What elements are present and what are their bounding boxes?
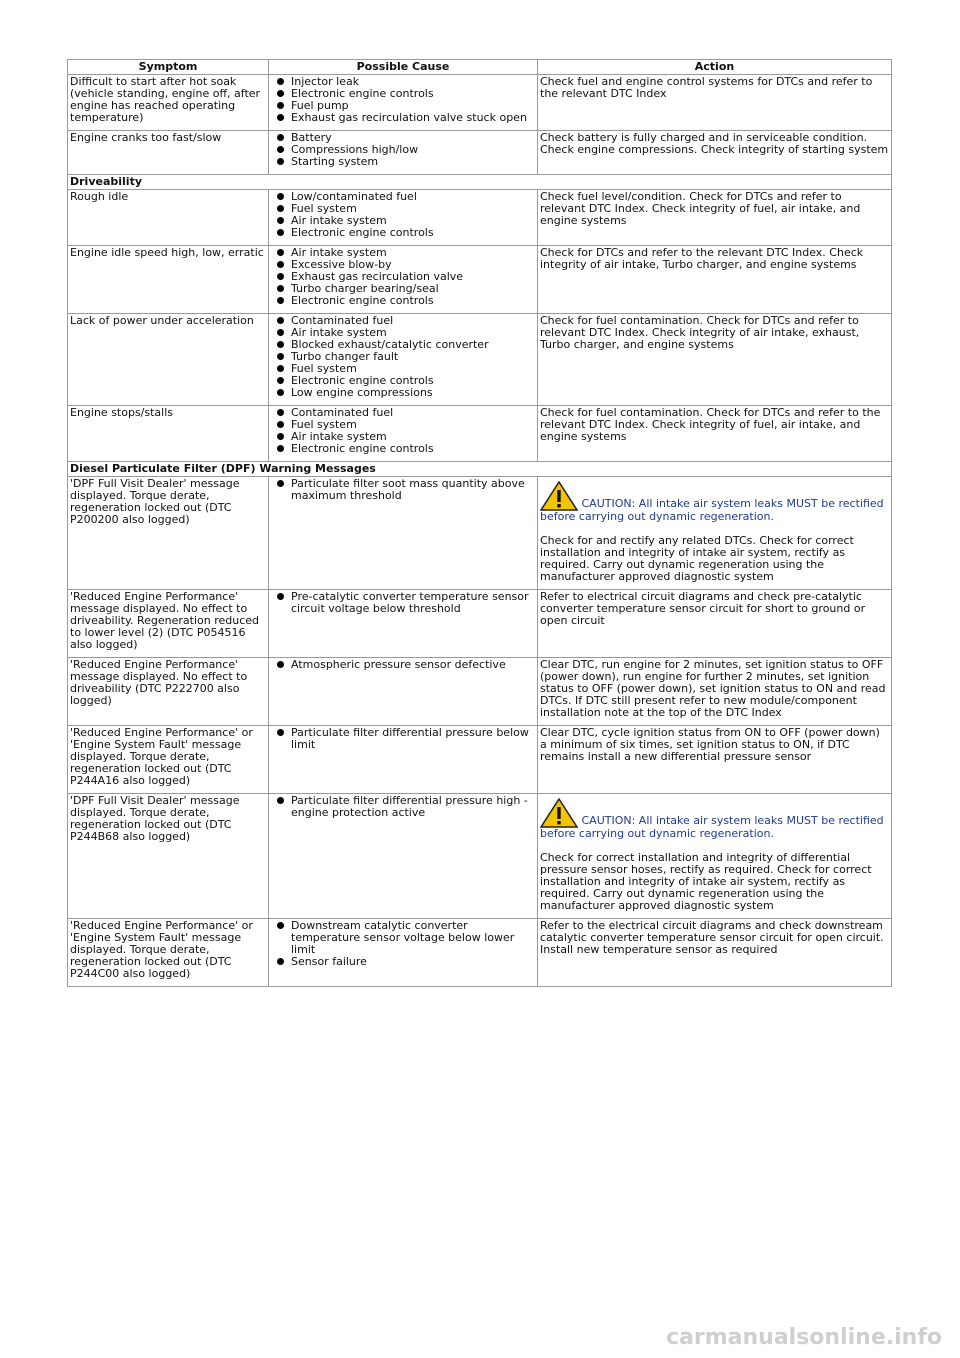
cause-list (271, 591, 535, 615)
warning-triangle-icon (540, 481, 578, 511)
cause-list (271, 247, 535, 307)
action-text: Check battery is fully charged and in serviceable condition. Check engine compressions. Check integrity of starting system (540, 131, 889, 156)
symptom-cell: 'Reduced Engine Performance' message displayed. No effect to driveability. Regeneration reduced to lower level (2) (DTC P054516 also logged) (68, 590, 269, 658)
action-text: Check fuel level/condition. Check for DTCs and refer to relevant DTC Index. Check integrity of fuel, air intake, and engine systems (540, 190, 861, 227)
action-text: Check fuel and engine control systems for DTCs and refer to the relevant DTC Index (540, 75, 873, 100)
action-cell (538, 75, 892, 131)
cause-item: Electronic engine controls (291, 443, 535, 455)
cause-item: Air intake system (291, 247, 535, 259)
cause-item: Electronic engine controls (291, 295, 535, 307)
cause-list (271, 920, 535, 968)
cause-item: Turbo changer fault (291, 351, 535, 363)
possible-cause-cell (269, 590, 538, 658)
action-cell (538, 131, 892, 175)
action-cell (538, 658, 892, 726)
symptom-cell: Engine idle speed high, low, erratic (68, 246, 269, 314)
action-cell (538, 314, 892, 406)
table-row (68, 658, 892, 726)
cause-item: Battery (291, 132, 535, 144)
cause-item: Fuel system (291, 363, 535, 375)
action-text: Check for DTCs and refer to the relevant DTC Index. Check integrity of air intake, Turbo charger, and engine systems (540, 246, 864, 271)
header-possible-cause: Possible Cause (269, 60, 538, 75)
cause-item: Sensor failure (291, 956, 535, 968)
cause-item: Fuel system (291, 419, 535, 431)
cause-item: Particulate filter soot mass quantity above maximum threshold (291, 478, 535, 502)
cause-item: Low/contaminated fuel (291, 191, 535, 203)
action-cell (538, 190, 892, 246)
action-text: Clear DTC, run engine for 2 minutes, set ignition status to OFF (power down), run engine for further 2 minutes, set ignition status to OFF (power down), set ignition status to ON and read DTCs. If DTC still present refer to new module/component installation note at the top of the DTC Index (540, 658, 886, 719)
cause-list (271, 191, 535, 239)
cause-item: Downstream catalytic converter temperature sensor voltage below lower limit (291, 920, 535, 956)
cause-item: Low engine compressions (291, 387, 535, 399)
symptom-cell: 'Reduced Engine Performance' or 'Engine System Fault' message displayed. Torque derate, regeneration locked out (DTC P244C00 also logged) (68, 919, 269, 987)
cause-item: Contaminated fuel (291, 315, 535, 327)
cause-list (271, 659, 535, 671)
table-row (68, 406, 892, 462)
cause-item: Exhaust gas recirculation valve stuck open (291, 112, 535, 124)
symptom-cell: Rough idle (68, 190, 269, 246)
cause-item: Pre-catalytic converter temperature sensor circuit voltage below threshold (291, 591, 535, 615)
table-row (68, 477, 892, 590)
action-text: Refer to electrical circuit diagrams and check pre-catalytic converter temperature sensor circuit for short to ground or open circuit (540, 590, 866, 627)
action-cell (538, 406, 892, 462)
cause-item: Contaminated fuel (291, 407, 535, 419)
caution-text: CAUTION: All intake air system leaks MUST be rectified before carrying out dynamic regeneration. (540, 814, 884, 840)
symptom-cell: Lack of power under acceleration (68, 314, 269, 406)
table-row (68, 919, 892, 987)
action-cell (538, 477, 892, 590)
action-text: Clear DTC, cycle ignition status from ON to OFF (power down) a minimum of six times, set ignition status to ON, if DTC remains install a new differential pressure sensor (540, 726, 880, 763)
diagnostic-page (67, 59, 891, 987)
action-text: Check for fuel contamination. Check for DTCs and refer to relevant DTC Index. Check integrity of air intake, exhaust, Turbo charger, and engine systems (540, 314, 860, 351)
symptom-cell: Engine stops/stalls (68, 406, 269, 462)
table-row (68, 131, 892, 175)
section-heading-driveability: Driveability (68, 175, 892, 190)
table-row (68, 75, 892, 131)
table-body (68, 75, 892, 987)
header-symptom: Symptom (68, 60, 269, 75)
possible-cause-cell (269, 794, 538, 919)
action-cell (538, 794, 892, 919)
action-text: Check for fuel contamination. Check for DTCs and refer to the relevant DTC Index. Check integrity of fuel, air intake, and engine systems (540, 406, 881, 443)
table-row (68, 314, 892, 406)
table-row (68, 246, 892, 314)
action-cell (538, 919, 892, 987)
cause-item: Compressions high/low (291, 144, 535, 156)
possible-cause-cell (269, 726, 538, 794)
cause-list (271, 727, 535, 751)
action-text: Check for correct installation and integrity of differential pressure sensor hoses, rectify as required. Check for correct installation and integrity of intake air system, rectify as required. Carry out dynamic regeneration using the manufacturer approved diagnostic system (540, 851, 872, 912)
cause-item: Air intake system (291, 327, 535, 339)
cause-list (271, 132, 535, 168)
possible-cause-cell (269, 406, 538, 462)
cause-item: Blocked exhaust/catalytic converter (291, 339, 535, 351)
caution-text: CAUTION: All intake air system leaks MUST be rectified before carrying out dynamic regeneration. (540, 497, 884, 523)
action-cell (538, 726, 892, 794)
cause-item: Fuel pump (291, 100, 535, 112)
section-row (68, 175, 892, 190)
caution-note (540, 481, 889, 523)
cause-item: Electronic engine controls (291, 375, 535, 387)
cause-item: Particulate filter differential pressure high - engine protection active (291, 795, 535, 819)
table-row (68, 794, 892, 919)
section-row (68, 462, 892, 477)
cause-item: Particulate filter differential pressure below limit (291, 727, 535, 751)
possible-cause-cell (269, 658, 538, 726)
header-row (68, 60, 892, 75)
possible-cause-cell (269, 75, 538, 131)
cause-list (271, 407, 535, 455)
action-text: Refer to the electrical circuit diagrams and check downstream catalytic converter temperature sensor circuit for open circuit. Install new temperature sensor as required (540, 919, 884, 956)
possible-cause-cell (269, 919, 538, 987)
cause-item: Electronic engine controls (291, 88, 535, 100)
cause-item: Air intake system (291, 431, 535, 443)
cause-list (271, 315, 535, 399)
symptom-cell: 'Reduced Engine Performance' or 'Engine System Fault' message displayed. Torque derate, regeneration locked out (DTC P244A16 also logged) (68, 726, 269, 794)
possible-cause-cell (269, 246, 538, 314)
cause-item: Exhaust gas recirculation valve (291, 271, 535, 283)
cause-item: Turbo charger bearing/seal (291, 283, 535, 295)
cause-list (271, 795, 535, 819)
cause-item: Air intake system (291, 215, 535, 227)
cause-list (271, 478, 535, 502)
header-action: Action (538, 60, 892, 75)
possible-cause-cell (269, 190, 538, 246)
warning-triangle-icon (540, 798, 578, 828)
watermark: carmanualsonline.info (666, 1325, 942, 1350)
cause-item: Injector leak (291, 76, 535, 88)
action-text: Check for and rectify any related DTCs. Check for correct installation and integrity of intake air system, rectify as required. Carry out dynamic regeneration using the manufacturer approved diagnostic system (540, 534, 854, 583)
possible-cause-cell (269, 314, 538, 406)
symptom-cell: 'DPF Full Visit Dealer' message displayed. Torque derate, regeneration locked out (DTC P244B68 also logged) (68, 794, 269, 919)
symptom-table (67, 59, 892, 987)
cause-item: Atmospheric pressure sensor defective (291, 659, 535, 671)
section-heading-dpf: Diesel Particulate Filter (DPF) Warning Messages (68, 462, 892, 477)
cause-item: Starting system (291, 156, 535, 168)
possible-cause-cell (269, 131, 538, 175)
possible-cause-cell (269, 477, 538, 590)
table-row (68, 590, 892, 658)
symptom-cell: Engine cranks too fast/slow (68, 131, 269, 175)
table-row (68, 726, 892, 794)
symptom-cell: Difficult to start after hot soak (vehicle standing, engine off, after engine has reached operating temperature) (68, 75, 269, 131)
cause-item: Electronic engine controls (291, 227, 535, 239)
cause-item: Fuel system (291, 203, 535, 215)
cause-list (271, 76, 535, 124)
cause-item: Excessive blow-by (291, 259, 535, 271)
symptom-cell: 'Reduced Engine Performance' message displayed. No effect to driveability (DTC P222700 also logged) (68, 658, 269, 726)
symptom-cell: 'DPF Full Visit Dealer' message displayed. Torque derate, regeneration locked out (DTC P200200 also logged) (68, 477, 269, 590)
action-cell (538, 590, 892, 658)
table-row (68, 190, 892, 246)
caution-note (540, 798, 889, 840)
action-cell (538, 246, 892, 314)
